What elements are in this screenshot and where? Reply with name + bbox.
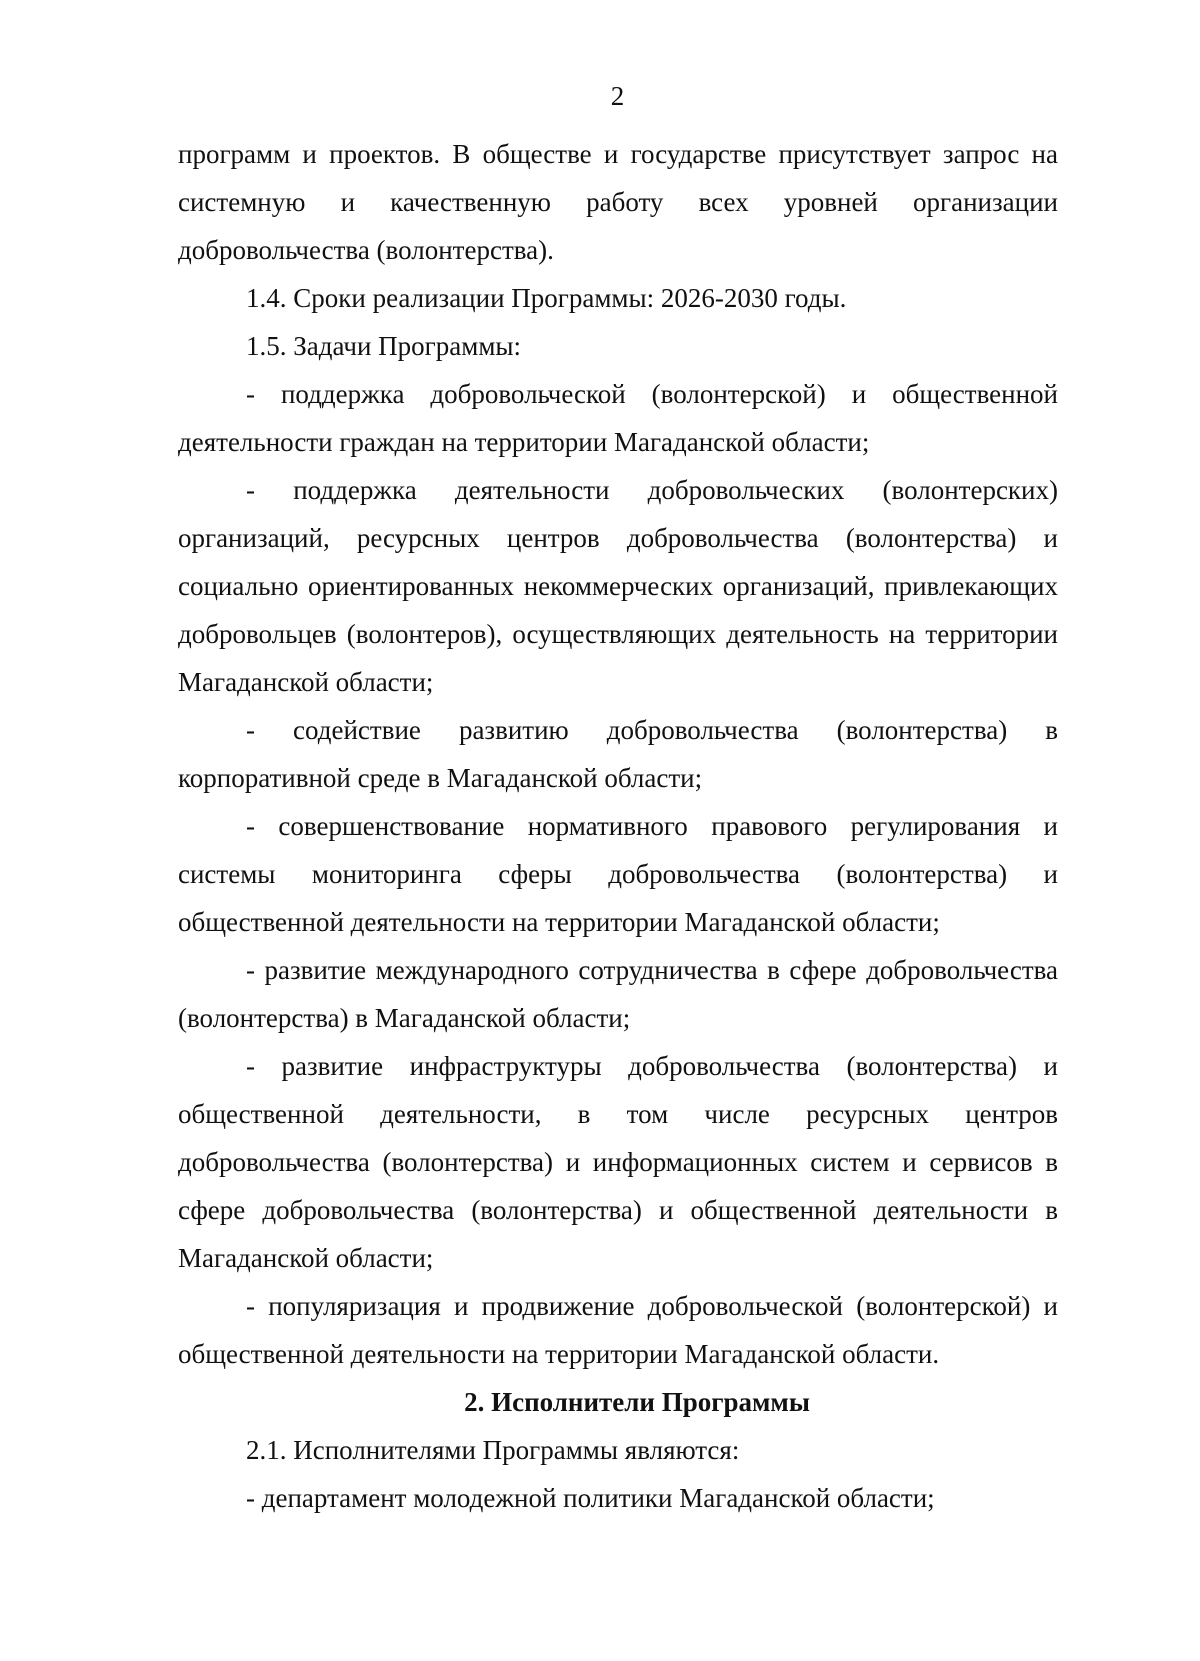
paragraph-tasks-title: 1.5. Задачи Программы: <box>246 331 522 361</box>
task-item-infrastructure: - развитие инфраструктуры добровольчества (волонтерства) и общественной деятельности, в том числе ресурсных центров добровольчества (волонтерства) и информационных систем и сервисов в сфере добровольчества (волонтерства) и общественной деятельности в Магаданской области; <box>178 1051 1058 1273</box>
executor-item-youth-policy-department: - департамент молодежной политики Магаданской области; <box>246 1483 935 1513</box>
paragraph-executors-intro: 2.1. Исполнителями Программы являются: <box>246 1435 740 1465</box>
section-heading-executors: 2. Исполнители Программы <box>464 1387 810 1417</box>
document-body <box>178 130 1058 1522</box>
paragraph-implementation-period: 1.4. Сроки реализации Программы: 2026-2030 годы. <box>246 283 847 313</box>
task-item-regulation-monitoring: - совершенствование нормативного правового регулирования и системы мониторинга сферы добровольчества (волонтерства) и общественной деятельности на территории Магаданской области; <box>178 811 1058 937</box>
task-item-corporate-volunteering: - содействие развитию добровольчества (волонтерства) в корпоративной среде в Магаданской области; <box>178 715 1058 793</box>
task-item-popularization: - популяризация и продвижение добровольческой (волонтерской) и общественной деятельности на территории Магаданской области. <box>178 1291 1058 1369</box>
task-item-support-organizations: - поддержка деятельности добровольческих (волонтерских) организаций, ресурсных центров добровольчества (волонтерства) и социально ориентированных некоммерческих организаций, привлекающих добровольцев (волонтеров), осуществляющих деятельность на территории Магаданской области; <box>178 475 1058 697</box>
task-item-international-cooperation: - развитие международного сотрудничества в сфере добровольчества (волонтерства) в Магаданской области; <box>178 955 1058 1033</box>
task-item-support-activity: - поддержка добровольческой (волонтерской) и общественной деятельности граждан на территории Магаданской области; <box>178 379 1058 457</box>
page-number: 2 <box>610 81 625 111</box>
paragraph-continuation: программ и проектов. В обществе и государстве присутствует запрос на системную и качественную работу всех уровней организации добровольчества (волонтерства). <box>178 139 1058 265</box>
